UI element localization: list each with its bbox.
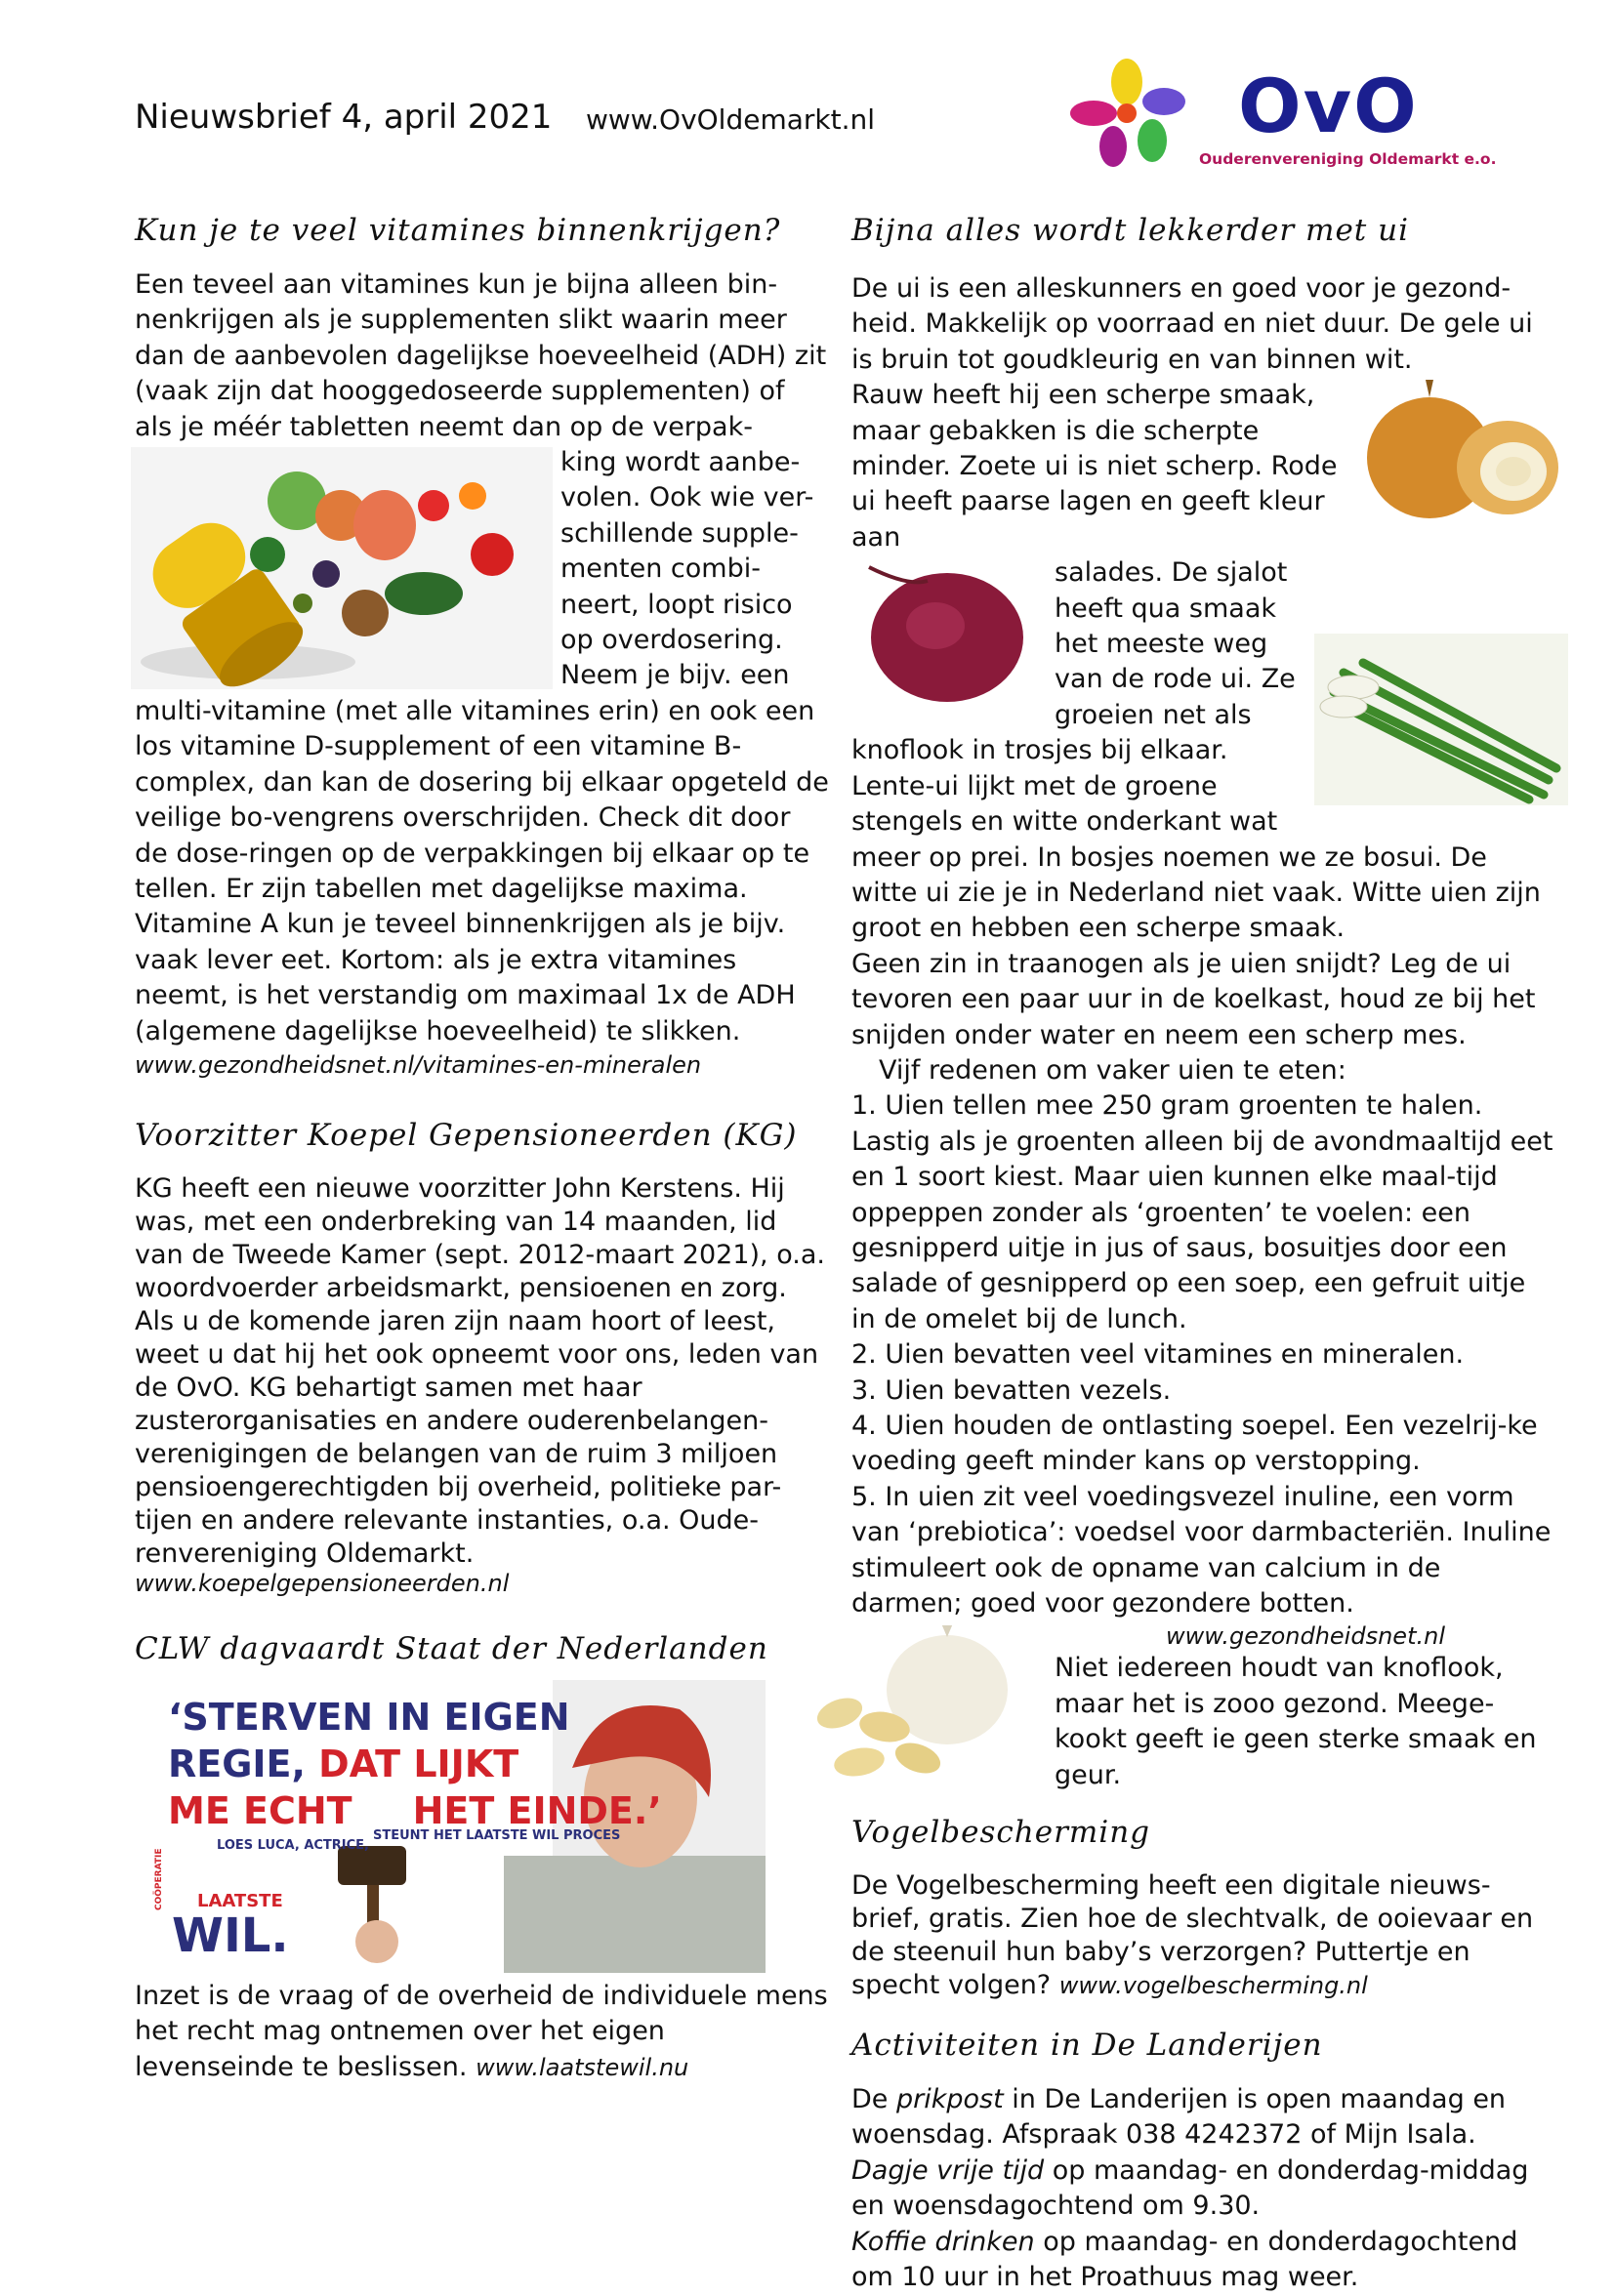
onion-text-3: salades. De sjalot heeft qua smaak het meeste weg van de rode ui. Ze groeien net als knoflook in trosjes bij elkaar. Lente-ui lijkt met de groene stengels en witte onderkant wat meer op prei. In bosjes noemen we ze bosui. De witte ui zie je in Nederland niet vaak. Witte uien zijn groot en hebben een scherpe smaak.	[851, 557, 1541, 944]
banner-line-2b: DAT LIJKT	[318, 1742, 519, 1785]
yellow-onion-image	[1361, 378, 1566, 522]
garlic-text: Niet iedereen houdt van knoflook, maar het is zooo gezond. Meege-kookt geeft ie geen sterke smaak en geur.	[1055, 1653, 1537, 1790]
banner-brand-top: LAATSTE	[197, 1890, 283, 1911]
logo-subtitle: Ouderenvereniging Oldemarkt e.o.	[1199, 150, 1497, 168]
kg-body: KG heeft een nieuwe voorzitter John Kerstens. Hij was, met een onderbreking van 14 maanden, lid van de Tweede Kamer (sept. 2012-maart 2021), o.a. woordvoerder arbeidsmarkt, pensioenen en zorg. Als u de komende jaren zijn naam hoort of leest, weet u dat hij het ook opneemt voor ons, leden van de OvO. KG behartigt samen met haar zusterorganisaties en andere ouderenbelangen-verenigingen de belangen van de ruim 3 miljoen pensioengerechtigden bij overheid, politieke par-tijen en andere relevante instanties, o.a. Oude-renvereniging Oldemarkt.	[135, 1172, 825, 1569]
birds-title: Vogelbescherming	[851, 1815, 1151, 1851]
clw-article	[135, 1631, 830, 2085]
onion-reason-4: 4. Uien houden de ontlasting soepel. Een vezelrij-ke voeding geeft minder kans op verstopping.	[851, 1411, 1538, 1477]
banner-line-3	[168, 1787, 662, 1834]
spring-onion-image	[1314, 634, 1568, 805]
banner-brand-main: WIL.	[172, 1907, 289, 1963]
clw-title: CLW dagvaardt Staat der Nederlanden	[135, 1630, 768, 1666]
birds-article	[851, 1815, 1556, 2002]
landerijen-line-1-italic: prikpost	[895, 2084, 1004, 2115]
clw-source-link[interactable]: www.laatstewil.nu	[476, 2053, 689, 2081]
onion-tips: Geen zin in traanogen als je uien snijdt? Leg de ui tevoren een paar uur in de koelkast, houd ze bij het snijden onder water en neem een scherp mes.	[851, 948, 1536, 1050]
onion-reason-3: 3. Uien bevatten vezels.	[851, 1374, 1172, 1406]
landerijen-line-2-post: op maandag- en donderdag-middag en woensdagochtend om 9.30.	[851, 2154, 1529, 2222]
issue-label: Nieuwsbrief 4, april 2021	[135, 98, 553, 137]
clw-banner-image	[133, 1680, 766, 1973]
banner-caption-2: STEUNT HET LAATSTE WIL PROCES	[373, 1827, 621, 1843]
landerijen-line-3-italic: Koffie drinken	[851, 2226, 1035, 2257]
landerijen-line-2-italic: Dagje vrije tijd	[851, 2154, 1045, 2186]
onion-article	[851, 213, 1556, 1793]
ovo-logo	[1056, 57, 1497, 174]
landerijen-article	[851, 2028, 1556, 2295]
banner-line-2a: REGIE,	[168, 1742, 319, 1785]
kg-title: Voorzitter Koepel Gepensioneerden (KG)	[135, 1117, 798, 1153]
clw-body-text: Inzet is de vraag of de overheid de individuele mens het recht mag ontnemen over het eigen levenseinde te beslissen.	[135, 1980, 828, 2082]
landerijen-line-3-post: op maandag- en donderdagochtend om 10 uur in het Proathuus mag weer.	[851, 2226, 1518, 2293]
landerijen-line-1	[851, 2082, 1556, 2153]
banner-caption-1: LOES LUCA, ACTRICE,	[217, 1837, 369, 1853]
birds-source-link[interactable]: www.vogelbescherming.nl	[1058, 1972, 1368, 2000]
onion-source-link[interactable]: www.gezondheidsnet.nl	[1166, 1622, 1445, 1651]
birds-body-text: De Vogelbescherming heeft een digitale nieuws-brief, gratis. Zien hoe de slechtvalk, de ooievaar en de steenuil hun baby’s verzorgen? Puttertje en specht volgen?	[851, 1870, 1534, 2001]
banner-line-3b: HET EINDE.’	[412, 1788, 662, 1832]
landerijen-line-1-post: in De Landerijen is open maandag en woensdag. Afspraak 038 4242372 of Mijn Isala.	[851, 2084, 1507, 2151]
onion-reason-1: 1. Uien tellen mee 250 gram groenten te halen. Lastig als je groenten alleen bij de avondmaaltijd eet en 1 soort kiest. Maar uien kunnen elke maal-tijd oppeppen zonder als ‘groenten’ te voelen: een gesnipperd uitje in jus of saus, bosuitjes door een salade of gesnipperd op een soep, een gefruit uitje in de omelet bij de lunch.	[851, 1090, 1553, 1334]
birds-body	[851, 1869, 1556, 2002]
red-onion-image	[849, 557, 1045, 704]
banner-line-2	[168, 1741, 662, 1787]
vitamins-body: king wordt aanbe-volen. Ook wie ver-schillende supple-menten combi-neert, loopt risico op overdosering. Neem je bijv. een multi-vitamine (met alle vitamines erin) en ook een los vitamine D-supplement of een vitamine B-complex, dan kan de dosering bij elkaar opgeteld de veilige bo-vengrens overschrijden. Check dit door de dose-ringen op de verpakkingen bij elkaar op te tellen. Er zijn tabellen met dagelijkse maxima. Vitamine A kun je teveel binnenkrijgen als je bijv. vaak lever eet. Kortom: als je extra vitamines neemt, is het verstandig om maximaal 1x de ADH (algemene dagelijkse hoeveelheid) te slikken.	[135, 447, 829, 1046]
kg-article	[135, 1118, 830, 1596]
right-column	[851, 205, 1556, 2296]
banner-brand-small: COÖPERATIE	[154, 1848, 164, 1910]
landerijen-line-3	[851, 2225, 1556, 2296]
logo-balloons-icon	[1056, 57, 1203, 174]
onion-text-2: Rauw heeft hij een scherpe smaak, maar gebakken is die scherpte minder. Zoete ui is niet scherp. Rode ui heeft paarse lagen en geeft kleur aan	[851, 380, 1338, 553]
landerijen-line-1-pre: De	[851, 2084, 896, 2115]
landerijen-line-2	[851, 2153, 1556, 2225]
clw-body	[135, 1979, 830, 2085]
left-column	[135, 205, 830, 2085]
vitamins-title: Kun je te veel vitamines binnenkrijgen?	[135, 213, 781, 248]
onion-reason-2: 2. Uien bevatten veel vitamines en mineralen.	[851, 1339, 1465, 1371]
logo-text: OvO	[1238, 62, 1419, 149]
onion-reason-5: 5. In uien zit veel voedingsvezel inuline, een vorm van ‘prebiotica’: voedsel voor darmbacteriën. Inuline stimuleert ook de opname van calcium in de darmen; goed voor gezondere botten.	[851, 1481, 1552, 1620]
vitamins-article	[135, 213, 830, 1081]
vitamins-capsule-image	[131, 447, 553, 689]
landerijen-title: Activiteiten in De Landerijen	[851, 2028, 1323, 2064]
onion-title: Bijna alles wordt lekkerder met ui	[851, 213, 1409, 248]
onion-intro: De ui is een alleskunners en goed voor je gezond-heid. Makkelijk op voorraad en niet duur. De gele ui is bruin tot goudkleurig en van binnen wit.	[851, 273, 1533, 375]
vitamins-source-link[interactable]: www.gezondheidsnet.nl/vitamines-en-mineralen	[135, 1050, 702, 1079]
onion-reasons-intro: Vijf redenen om vaker uien te eten:	[879, 1054, 1346, 1086]
kg-source-link[interactable]: www.koepelgepensioneerden.nl	[135, 1569, 510, 1597]
website-link[interactable]: www.OvOldemarkt.nl	[586, 103, 876, 136]
vitamins-intro: Een teveel aan vitamines kun je bijna alleen bin-nenkrijgen als je supplementen slikt waarin meer dan de aanbevolen dagelijkse hoeveelheid (ADH) zit (vaak zijn dat hooggedoseerde supplementen) of als je méér tabletten neemt dan op de verpak-	[135, 269, 827, 442]
banner-line-3a: ME ECHT	[168, 1788, 352, 1832]
garlic-image	[801, 1625, 1047, 1789]
banner-line-1: ‘STERVEN IN EIGEN	[168, 1695, 570, 1739]
